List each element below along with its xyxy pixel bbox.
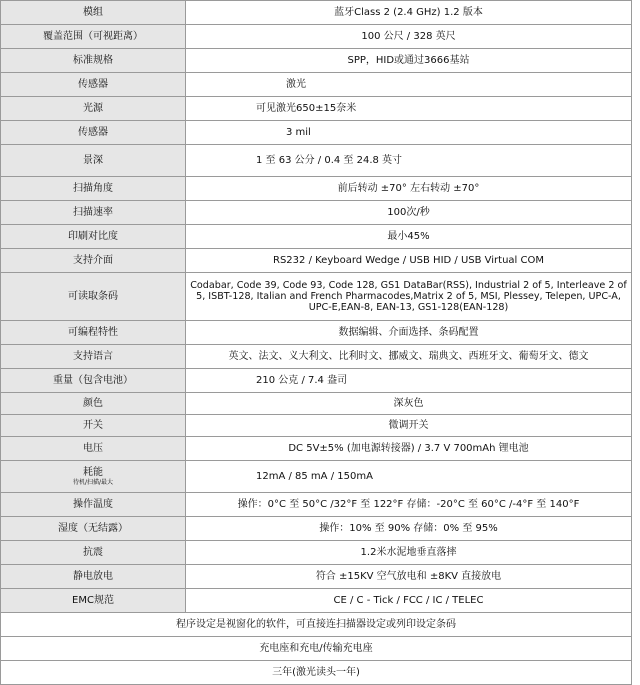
spec-row-drop <box>1 541 632 565</box>
row-value: 3 mil <box>186 121 632 145</box>
spec-row-scan-angle <box>1 177 632 201</box>
row-value: 100 公尺 / 328 英尺 <box>186 25 632 49</box>
row-label: 湿度（无结露） <box>1 517 186 541</box>
row-sublabel: 待机/扫描/最大 <box>72 478 114 486</box>
footer-note: 程序设定是视窗化的软件，可直接连扫描器设定或列印设定条码 <box>1 613 632 637</box>
spec-row-symbologies <box>1 273 632 321</box>
row-label: 传感器 <box>1 121 186 145</box>
spec-row-module <box>1 1 632 25</box>
spec-row-light-source <box>1 97 632 121</box>
spec-row-range <box>1 25 632 49</box>
spec-row-standard <box>1 49 632 73</box>
spec-row-voltage <box>1 437 632 461</box>
spec-row-sensor <box>1 73 632 97</box>
spec-row-depth-of-field <box>1 145 632 177</box>
row-label: 扫描速率 <box>1 201 186 225</box>
row-label: 耗能 <box>83 467 103 479</box>
row-label: 传感器 <box>1 73 186 97</box>
footer-row-cradle <box>1 637 632 661</box>
row-label: 支持语言 <box>1 345 186 369</box>
row-value: CE / C - Tick / FCC / IC / TELEC <box>186 589 632 613</box>
row-label: 印刷对比度 <box>1 225 186 249</box>
row-value: SPP，HID或通过3666基站 <box>186 49 632 73</box>
row-label: EMC规范 <box>1 589 186 613</box>
row-value: 1.2米水泥地垂直落摔 <box>186 541 632 565</box>
spec-row-weight <box>1 369 632 393</box>
row-label: 开关 <box>1 415 186 437</box>
spec-row-emc <box>1 589 632 613</box>
row-label: 光源 <box>1 97 186 121</box>
row-label: 覆盖范围（可视距离） <box>1 25 186 49</box>
row-value: 符合 ±15KV 空气放电和 ±8KV 直接放电 <box>186 565 632 589</box>
row-label: 电压 <box>1 437 186 461</box>
row-value: 英文、法文、义大利文、比利时文、挪威文、瑞典文、西班牙文、葡萄牙文、德文 <box>186 345 632 369</box>
row-label: 扫描角度 <box>1 177 186 201</box>
row-label-cell <box>1 461 186 493</box>
spec-row-print-contrast <box>1 225 632 249</box>
row-label: 支持介面 <box>1 249 186 273</box>
row-value: 操作：0°C 至 50°C /32°F 至 122°F 存储：-20°C 至 60°C /-4°F 至 140°F <box>186 493 632 517</box>
row-label: 景深 <box>1 145 186 177</box>
row-label: 抗震 <box>1 541 186 565</box>
row-value: 操作：10% 至 90% 存储：0% 至 95% <box>186 517 632 541</box>
row-value: 210 公克 / 7.4 盎司 <box>186 369 632 393</box>
spec-row-resolution <box>1 121 632 145</box>
row-label: 颜色 <box>1 393 186 415</box>
row-value: 蓝牙Class 2 (2.4 GHz) 1.2 版本 <box>186 1 632 25</box>
footer-row-warranty <box>1 661 632 685</box>
row-value: 激光 <box>186 73 632 97</box>
spec-row-switch <box>1 415 632 437</box>
spec-row-humidity <box>1 517 632 541</box>
footer-note: 三年(激光读头一年) <box>1 661 632 685</box>
row-value: 深灰色 <box>186 393 632 415</box>
row-label: 操作温度 <box>1 493 186 517</box>
row-value: 微调开关 <box>186 415 632 437</box>
row-value: Codabar, Code 39, Code 93, Code 128, GS1 DataBar(RSS), Industrial 2 of 5, Interleave 2 of 5, ISBT-128, Italian and French Pharmacodes,Matrix 2 of 5, MSI, Plessey, Telepen, UPC-A, UPC-E,EAN-8, EAN-13, GS1-128(EAN-128) <box>186 273 632 321</box>
spec-row-color <box>1 393 632 415</box>
row-value: 最小45% <box>186 225 632 249</box>
spec-row-programmable <box>1 321 632 345</box>
row-label: 可读取条码 <box>1 273 186 321</box>
row-label: 重量（包含电池） <box>1 369 186 393</box>
row-value: RS232 / Keyboard Wedge / USB HID / USB Virtual COM <box>186 249 632 273</box>
row-value: DC 5V±5% (加电源转接器) / 3.7 V 700mAh 锂电池 <box>186 437 632 461</box>
row-label: 模组 <box>1 1 186 25</box>
row-value: 1 至 63 公分 / 0.4 至 24.8 英寸 <box>186 145 632 177</box>
footer-row-software <box>1 613 632 637</box>
row-value: 可见激光650±15奈米 <box>186 97 632 121</box>
spec-row-languages <box>1 345 632 369</box>
row-value: 12mA / 85 mA / 150mA <box>186 461 632 493</box>
row-value: 数据编辑、介面选择、条码配置 <box>186 321 632 345</box>
spec-row-power <box>1 461 632 493</box>
spec-row-interface <box>1 249 632 273</box>
footer-note: 充电座和充电/传输充电座 <box>1 637 632 661</box>
row-value: 100次/秒 <box>186 201 632 225</box>
spec-row-scan-rate <box>1 201 632 225</box>
row-label: 可编程特性 <box>1 321 186 345</box>
row-value: 前后转动 ±70° 左右转动 ±70° <box>186 177 632 201</box>
spec-row-operating-temp <box>1 493 632 517</box>
spec-row-esd <box>1 565 632 589</box>
row-label: 静电放电 <box>1 565 186 589</box>
row-label: 标准规格 <box>1 49 186 73</box>
